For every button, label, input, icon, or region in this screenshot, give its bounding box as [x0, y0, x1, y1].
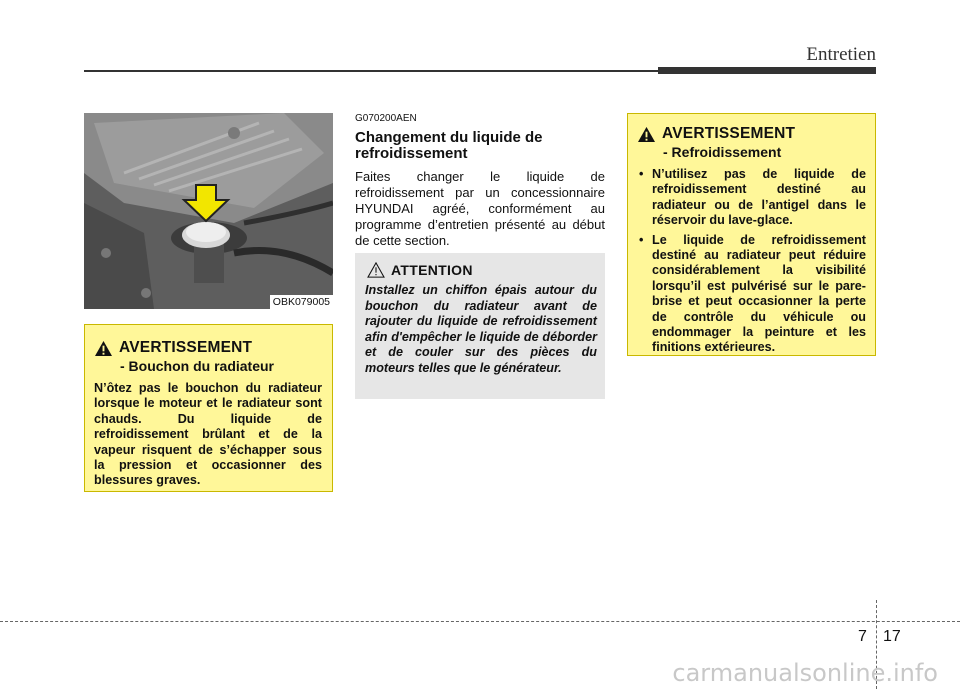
- warning-box-coolant: [627, 113, 876, 356]
- warning-title: AVERTISSEMENT: [119, 339, 253, 356]
- section-body: Faites changer le liquide de refroidissement par un concessionnaire HYUNDAI agréé, conformément au programme d’entretien présenté au début de cette section.: [355, 169, 605, 248]
- warning-subtitle: - Bouchon du radiateur: [120, 358, 274, 374]
- running-header: Entretien: [806, 44, 876, 65]
- chapter-number: 7: [858, 628, 867, 645]
- bullet: •: [639, 167, 644, 181]
- engine-photo: [84, 113, 333, 309]
- warning-title: AVERTISSEMENT: [662, 125, 796, 142]
- page-number: 17: [883, 628, 901, 645]
- attention-title: ATTENTION: [391, 262, 473, 278]
- warning-box-radiator-cap: [84, 324, 333, 492]
- warning-subtitle: - Refroidissement: [663, 144, 782, 160]
- section-title: Changement du liquide de refroidissement: [355, 129, 543, 162]
- watermark: carmanualsonline.info: [672, 659, 938, 687]
- warning-text: N’ôtez pas le bouchon du radiateur lorsque le moteur et le radiateur sont chauds. Du liquide de refroidissement brûlant et de la vapeur risquent de s’échapper sous la pression et occasionner des blessures graves.: [94, 381, 322, 488]
- warning-list: [637, 167, 866, 356]
- warning-icon: [94, 340, 113, 357]
- warning-list-item: • N’utilisez pas de liquide de refroidissement destiné au radiateur ou de l’antigel dans le réservoir du lave-glace.: [639, 167, 866, 228]
- photo-code: OBK079005: [270, 295, 333, 309]
- header-rule-thick: [658, 67, 876, 74]
- warning-list-item: • Le liquide de refroidissement destiné au radiateur peut réduire considérablement la visibilité lorsqu’il est pulvérisé sur le pare-brise et peut occasionner la perte de contrôle du véhicule ou endommager la peinture et les finitions extérieures.: [639, 232, 866, 355]
- attention-text: Installez un chiffon épais autour du bouchon du radiateur avant de rajouter du liquide de refroidissement afin d'empêcher le liquide de déborder et de couler sur des pièces du moteurs telles que le générateur.: [365, 283, 597, 375]
- bullet: •: [639, 232, 644, 247]
- caution-icon: [367, 262, 385, 278]
- coolant-section: [355, 113, 605, 249]
- footer-rule: [0, 621, 960, 622]
- attention-box: [355, 253, 605, 399]
- header-rule: [84, 70, 664, 72]
- section-code: G070200AEN: [355, 113, 417, 124]
- warning-icon: [637, 126, 656, 143]
